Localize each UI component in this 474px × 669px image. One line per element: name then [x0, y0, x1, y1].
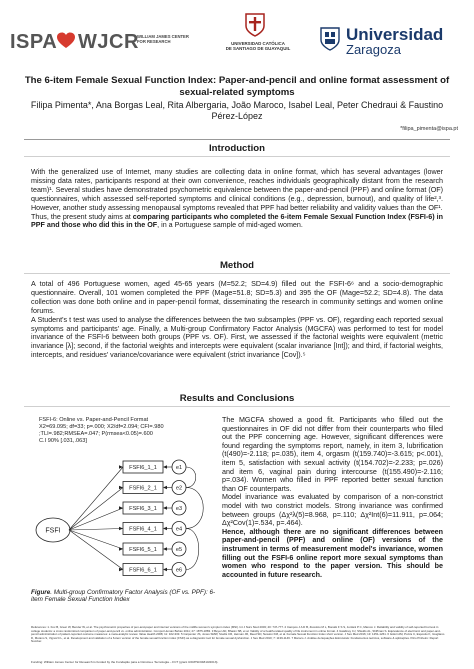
error-label: e2: [175, 485, 183, 492]
mgcfa-figure: [31, 412, 218, 588]
introduction-aim: comparing participants who completed the 6-item Female Sexual Function Index (FSFI-6) in PPF and those who did this in the OF: [31, 212, 444, 230]
item-label: FSFI6_6_1: [129, 567, 157, 574]
wjcr-subtitle: WILLIAM JAMES CENTER FOR RESEARCH: [137, 34, 189, 44]
factor-fsfi-label: FSFI: [45, 527, 61, 535]
uz-logo-city: Zaragoza: [346, 42, 401, 57]
ucsg-name: UNIVERSIDAD CATÓLICA: [231, 41, 285, 46]
results-paragraph-2: Model invariance was evaluated by comparison of a non-constrict model with two constrict models. Strong invariance was confirmed between groups (Δχ²λ(5)=8.968, p=.110; Δχ²Int(6)=11.911, p=.064; Δχ²Cov(1)=.534, p=.464).: [222, 493, 443, 528]
references: References: 1. Fox B, Greer W, Bender W, et al. The psychometric properties of pen-and-paper and internet versions of the midlife women's symptom index (MSI). Int J Nurs Stud 2003; 40: 747-777. 2 Campos J A D B, Zucoloto M L, Bonafé F S S, Jordani P C, Maroco J. Reliability and validity of self-reported burnout in college students: a cross randomized comparison of paper-and-pencil vs. online administration. Comput Human Behav 2011; 27: 1875-1883. 3 Beyer AD, Bhasin SB, et al. Validity of a health-related quality of life instrument in online format. 4 Gwaltney CJ, Shields AL, Shiffman S. Equivalence of electronic and paper-and-pencil administration of patient-reported outcome measures: a meta-analytic review. Value Health 2008; 11: 322-333. 5 Carpenter JS, Jones SMW, Studts CR, Heiman JR, Reed SD, Newton KM, et al. Female Sexual Function Index short version. J Sex Med 2016; 13: 1251-1261. 6 Isidori AM, Pozza C, Esposito K, Giugliano D, Morano S, Vignozzi L, et al. Development and validation of a 6-item version of the female sexual function index (FSFI) as a diagnostic tool for female sexual dysfunction. J Sex Med 2010; 7: 1139-1146. 7 Maroco J. Análise de Equações Estruturais: Fundamentos teóricos, software & aplicações. Pêro Pinheiro: Report Number.: [31, 625, 445, 644]
method-rule: [24, 273, 450, 274]
ucsg-logo-text: [222, 41, 294, 51]
author-list: Filipa Pimenta*, Ana Borgas Leal, Rita Albergaria, João Maroco, Isabel Leal, Peter Chedraui & Faustino Pérez-López: [30, 100, 444, 121]
error-label: e1: [175, 465, 183, 471]
item-label: FSFI6_5_1: [129, 547, 157, 554]
ispa-logo: ISPA: [10, 31, 58, 53]
method-heading: Method: [219, 260, 255, 271]
error-label: e5: [175, 547, 183, 553]
error-arrowhead: [163, 465, 167, 469]
error-label: e3: [175, 506, 183, 512]
item-label: FSFI6_2_1: [129, 485, 157, 492]
method-text: [31, 280, 443, 360]
funding-note: Funding: William James Center for Research is funded by the Fundação para a Ciência e Tecnologia – FCT (grant UID/PSI/04810/2013).: [31, 660, 219, 664]
loading-arrowhead: [119, 527, 123, 531]
error-covariance-path: [186, 488, 203, 529]
introduction-paragraph-2-end: , in a Portuguese sample of mid-aged women.: [157, 221, 303, 230]
logo-bar: [0, 0, 474, 66]
loading-path: [69, 488, 123, 531]
figure-header: [39, 417, 164, 444]
introduction-rule: [24, 156, 450, 157]
error-label: e4: [175, 526, 183, 533]
loading-arrowhead: [119, 506, 123, 510]
introduction-paragraph-2-start: Thus, the present study aims at: [31, 212, 133, 221]
error-label: e6: [175, 567, 183, 574]
error-covariance-path: [186, 529, 199, 570]
uz-crest-icon: [320, 27, 340, 51]
ucsg-city: DE SANTIAGO DE GUAYAQUIL: [225, 46, 291, 52]
results-rule: [24, 406, 450, 407]
figure-caption-text: . Multi-group Confirmatory Factor Analysis (OF vs. PPF): 6-item Female Sexual Function Index: [31, 589, 216, 604]
loading-path: [69, 508, 123, 530]
path-diagram: [31, 412, 218, 588]
item-label: FSFI6_4_1: [129, 526, 157, 533]
item-label: FSFI6_3_1: [129, 506, 157, 513]
heart-icon: [56, 31, 76, 51]
error-covariance-path: [186, 467, 196, 488]
figure-caption-label: Figure: [31, 589, 51, 596]
introduction-heading: Introduction: [209, 143, 265, 154]
ucsg-crest-icon: [244, 12, 266, 38]
wjcr-logo: WJCR: [78, 31, 139, 53]
loading-path: [69, 530, 123, 549]
error-arrowhead: [163, 527, 167, 531]
uz-logo-name: Universidad: [346, 25, 444, 44]
introduction-paragraph-1: With the generalized use of Internet, many studies are collecting data in online format, which has several advantages (lower missing data rates, participants respond at their own convenience, reaches individuals geographically distant from the research team)¹. Several studies have demonstrated psychometric equivalence between the paper-and-pencil (PPF) and online format (OF) questionnaires, which assessed self-reported symptoms and clinical conditions (e.g., depression, burnout), and quality of life²,³. However, another study assessing menopausal symptoms revealed that PPF had better reliability and validity values than the OF¹.: [31, 168, 443, 212]
introduction-text: [31, 168, 443, 230]
error-arrowhead: [163, 568, 167, 572]
error-arrowhead: [163, 547, 167, 551]
error-arrowhead: [163, 486, 167, 490]
results-text: [222, 416, 443, 579]
results-heading: Results and Conclusions: [179, 393, 295, 404]
method-paragraph-2: A Student's t test was used to analyse the differences between the two subsamples (PPF vs. OF), regarding each reported sexual symptoms and participants' age. Finally, a Multi-group Confirmatory Factor Analysis (MGCFA) was performed to test for model invariance of the FSFI-6 between both groups (PPF vs. OF). First, we assessed if the factorial weights were equivalent (metric invariance [λ]; second, if the factorial weights and intercepts were equivalent (scalar invariance [Int]); and third, if factorial weights, intercepts, and residues' variance/covariance were equivalent (strict invariance [Cov]).⁵: [31, 315, 443, 360]
loading-path: [69, 529, 123, 531]
header-divider: [24, 139, 450, 140]
item-label: FSFI6_1_1: [129, 465, 157, 472]
figure-header-line-4: C.I 90% [.031,.063]: [39, 438, 87, 444]
loading-path: [69, 530, 123, 570]
contact-email: *filipa_pimenta@ispa.pt: [400, 126, 458, 132]
method-paragraph-1: A total of 496 Portuguese women, aged 45-65 years (M=52.2; SD=4.9) filled out the FSFI-6⁶ and a socio-demographic questionnaire. Overall, 101 women completed the PPF (Mage=51.8; SD=5.3) and 395 the OF (Mage=52.2; SD=4.8). The data collection was done both online and in paper-pencil format, disseminating the research in community settings and women online forums.: [31, 280, 443, 315]
figure-header-line-1: FSFI-6: Online vs. Paper-and-Pencil Format: [39, 417, 149, 423]
results-paragraph-1: The MGCFA showed a good fit. Participants who filled out the questionnaires in OF did not differ from their counterparts who filled out the PPF concerning age. However, significant differences were found regarding the symptoms report, namely, in item 3, lubrification (t(490)=-2.118; p=.035), item 4, orgasm (t(159.740)=-3.615; p<.001), item 5, satisfaction with sexual activity (t(154.702)=-2.233; p=.026) and item 6, vaginal pain during intercourse (t(155.490)=-2.116; p=.034). Women who filled in PPF reported better sexual function than OF counterparts.: [222, 416, 443, 493]
diagram-body: [36, 460, 203, 577]
results-paragraph-3: Hence, although there are no significant differences between paper-and-pencil (PPF) and online (OF) versions of the instrument in terms of measurement model's invariance, women filling out the FSFI-6 online report more sexual symptoms than women who respond to the paper version. This should be accounted in future research.: [222, 527, 443, 579]
error-arrowhead: [163, 506, 167, 510]
poster-title: The 6-item Female Sexual Function Index: Paper-and-pencil and online format assessment of sexual-related symptoms: [24, 75, 450, 98]
loading-arrowhead: [119, 465, 123, 469]
loading-path: [69, 467, 123, 530]
loading-arrowhead: [119, 547, 123, 551]
figure-header-line-2: X2=69.095; df=33; p=.000; X2/df=2.094; CFI=.980: [39, 424, 164, 430]
figure-caption: [31, 589, 221, 604]
figure-header-line-3: ;TLI=.982;RMSEA=.047; P(rmsea<0.05)=.600: [39, 431, 153, 437]
